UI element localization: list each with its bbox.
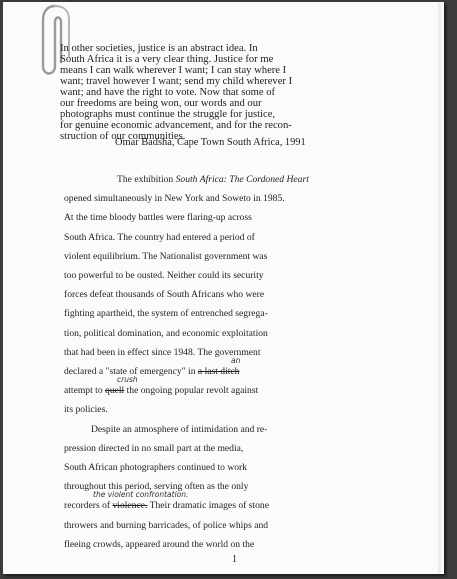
body-line: forces defeat thousands of South Africans who were (64, 289, 265, 301)
struck-text: quell (105, 385, 125, 397)
page-number: 1 (232, 554, 237, 565)
body-line: fleeing crowds, appeared around the world on the (64, 538, 255, 550)
document-page (3, 2, 444, 574)
body-line: throwers and burning barricades, of police whips and (64, 519, 269, 531)
handwritten-insertion: the violent confrontation. (93, 490, 189, 500)
quote-line: South Africa it is a very clear thing. Justice for me (60, 54, 274, 65)
body-text: recorders of (64, 500, 113, 512)
body-line: Despite an atmosphere of intimidation and re- (91, 423, 268, 435)
body-line: South African photographers continued to work (64, 462, 248, 473)
body-line (64, 500, 269, 511)
quote-attribution: Omar Badsha, Cape Town South Africa, 1991 (115, 137, 306, 148)
quote-line: for genuine economic advancement, and for the recon- (60, 120, 292, 131)
body-line: At the time bloody battles were flaring-up across (64, 212, 252, 224)
handwritten-insertion: crush (117, 375, 138, 385)
body-line (64, 366, 239, 377)
epigraph-quote (60, 43, 305, 142)
body-text: the ongoing popular revolt against (124, 385, 259, 397)
body-line: pression directed in no small part at the media, (64, 442, 244, 454)
body-line (64, 385, 258, 396)
body-line: tion, political domination, and economic exploitation (64, 327, 268, 339)
struck-text: a last ditch (197, 366, 240, 377)
quote-line: struction of our communities. (60, 131, 186, 142)
body-line: opened simultaneously in New York and Soweto in 1985. (64, 193, 285, 205)
page-edge-shadow (438, 2, 444, 574)
body-line: South Africa. The country had entered a period of (64, 231, 255, 243)
body-text: attempt to (64, 385, 106, 397)
handwritten-insertion: an (231, 356, 241, 365)
body-line: that had been in effect since 1948. The government (64, 346, 261, 358)
body-line: fighting apartheid, the system of entrenched segrega- (64, 308, 268, 320)
quote-line: want; travel however I want; send my child wherever I (60, 76, 293, 87)
body-line: its policies. (64, 404, 108, 416)
quote-line: want; and have the right to vote. Now that some of (60, 87, 276, 98)
body-line: violent equilibrium. The Nationalist government was (64, 250, 268, 262)
body-line (117, 174, 309, 185)
quote-line: means I can walk wherever I want; I can stay where I (60, 65, 287, 76)
quote-line: our freedoms are being won, our words and our (60, 98, 262, 109)
body-line: throughout this period, serving often as the only (64, 481, 249, 493)
body-text: Their dramatic images of stone (147, 500, 269, 512)
body-line: too powerful to be ousted. Neither could its security (64, 270, 264, 281)
quote-line: photographs must continue the struggle for justice, (60, 109, 276, 120)
quote-line: In other societies, justice is an abstract idea. In (60, 43, 258, 54)
body-text: The exhibition (117, 174, 176, 185)
struck-text: violence. (112, 500, 148, 512)
body-text: declared a "state of emergency" in (64, 366, 198, 377)
exhibition-title: South Africa: The Cordoned Heart (175, 174, 309, 185)
